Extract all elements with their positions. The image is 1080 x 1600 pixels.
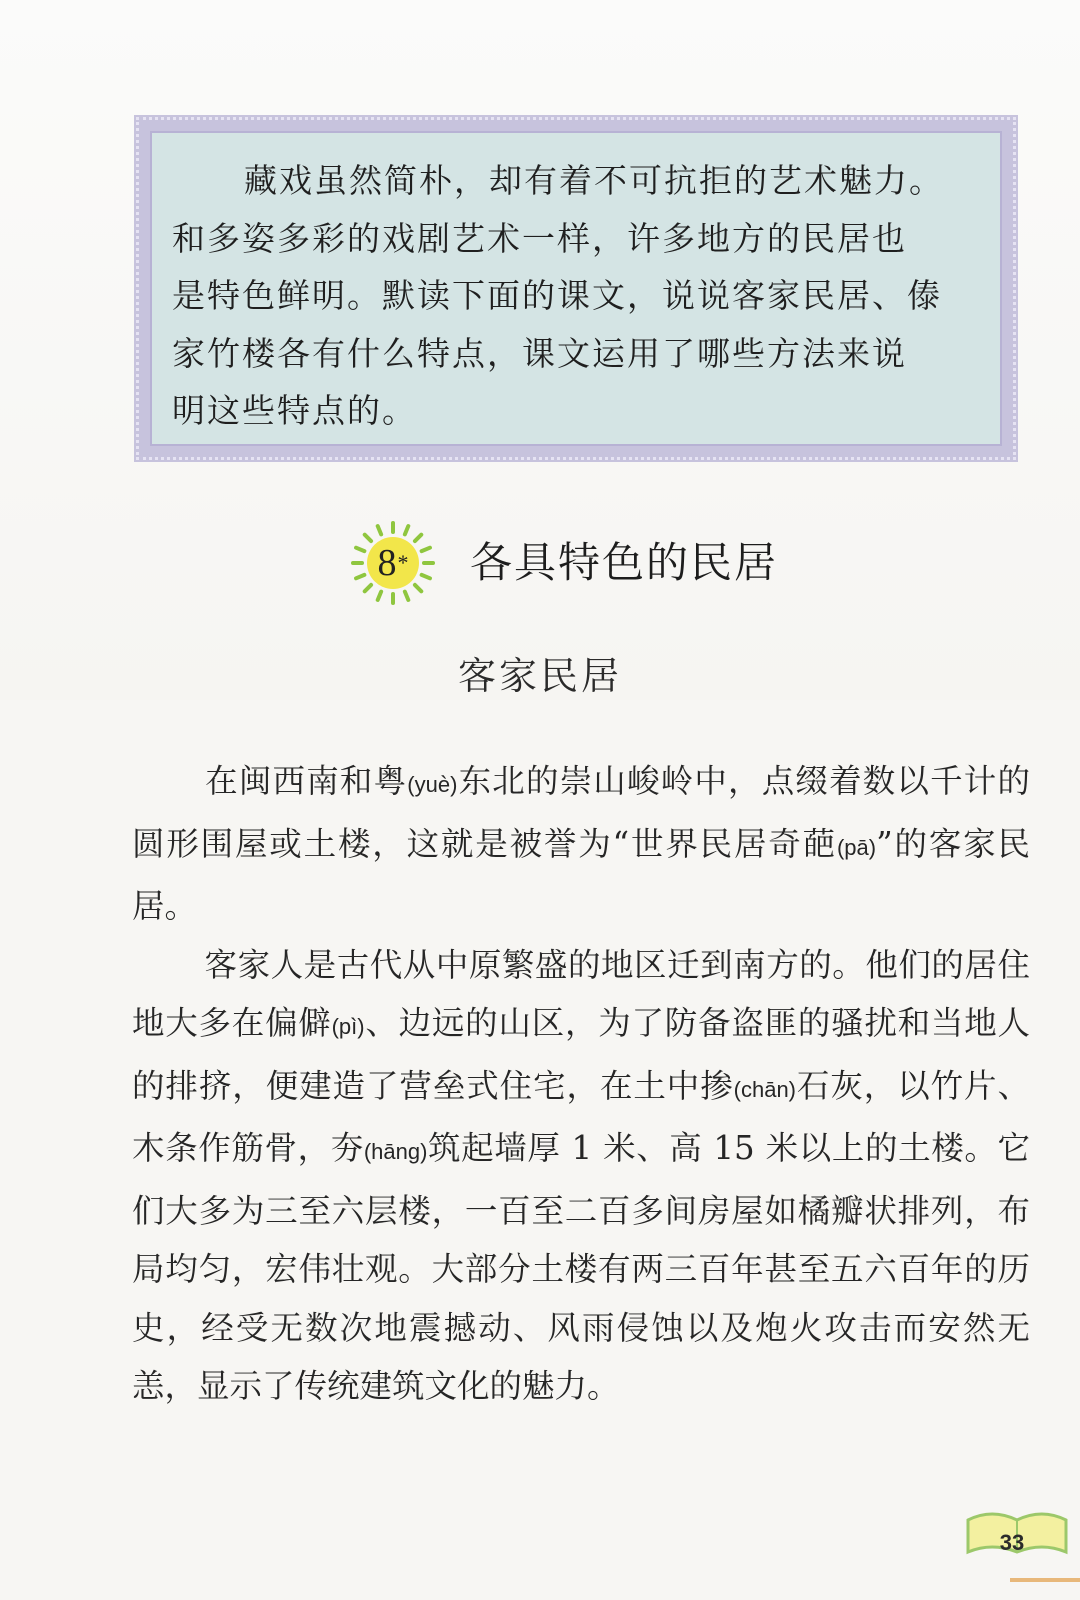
intro-text (172, 152, 997, 440)
paragraph: 在闽西南和粤(yuè)东北的崇山峻岭中，点缀着数以千计的圆形围屋或土楼，这就是被誉为“世界民居奇葩(pā)”的客家民居。 (132, 762, 1030, 925)
intro-line: 是特色鲜明。默读下面的课文，说说客家民居、傣 (172, 276, 942, 315)
lesson-mark: * (397, 550, 409, 575)
section-title: 客家民居 (457, 654, 622, 698)
intro-line: 藏戏虽然简朴，却有着不可抗拒的艺术魅力。 (244, 161, 944, 200)
lesson-number: 8 * (377, 542, 409, 584)
lesson-title: 各具特色的民居 (470, 538, 779, 587)
bottom-rule (1010, 1578, 1080, 1582)
intro-line: 明这些特点的。 (172, 391, 417, 430)
paragraph: 客家人是古代从中原繁盛的地区迁到南方的。他们的居住地大多在偏僻(pì)、边远的山区，为了防备盗匪的骚扰和当地人的排挤，便建造了营垒式住宅，在土中掺(chān)石灰，以竹片、木条作筋骨，夯(hāng)筑起墙厚 1 米、高 15 米以上的土楼。它们大多为三至六层楼，一百至二百多间房屋如橘瓣状排列，布局均匀，宏伟壮观。大部分土楼有两三百年甚至五六百年的历史，经受无数次地震撼动、风雨侵蚀以及炮火攻击而安然无恙，显示了传统建筑文化的魅力。 (132, 945, 1030, 1405)
intro-line: 和多姿多彩的戏剧艺术一样，许多地方的民居也 (172, 218, 907, 258)
intro-line: 家竹楼各有什么特点，课文运用了哪些方法来说 (172, 333, 907, 373)
page-number: 33 (999, 1530, 1025, 1555)
body-text (132, 752, 1030, 1416)
